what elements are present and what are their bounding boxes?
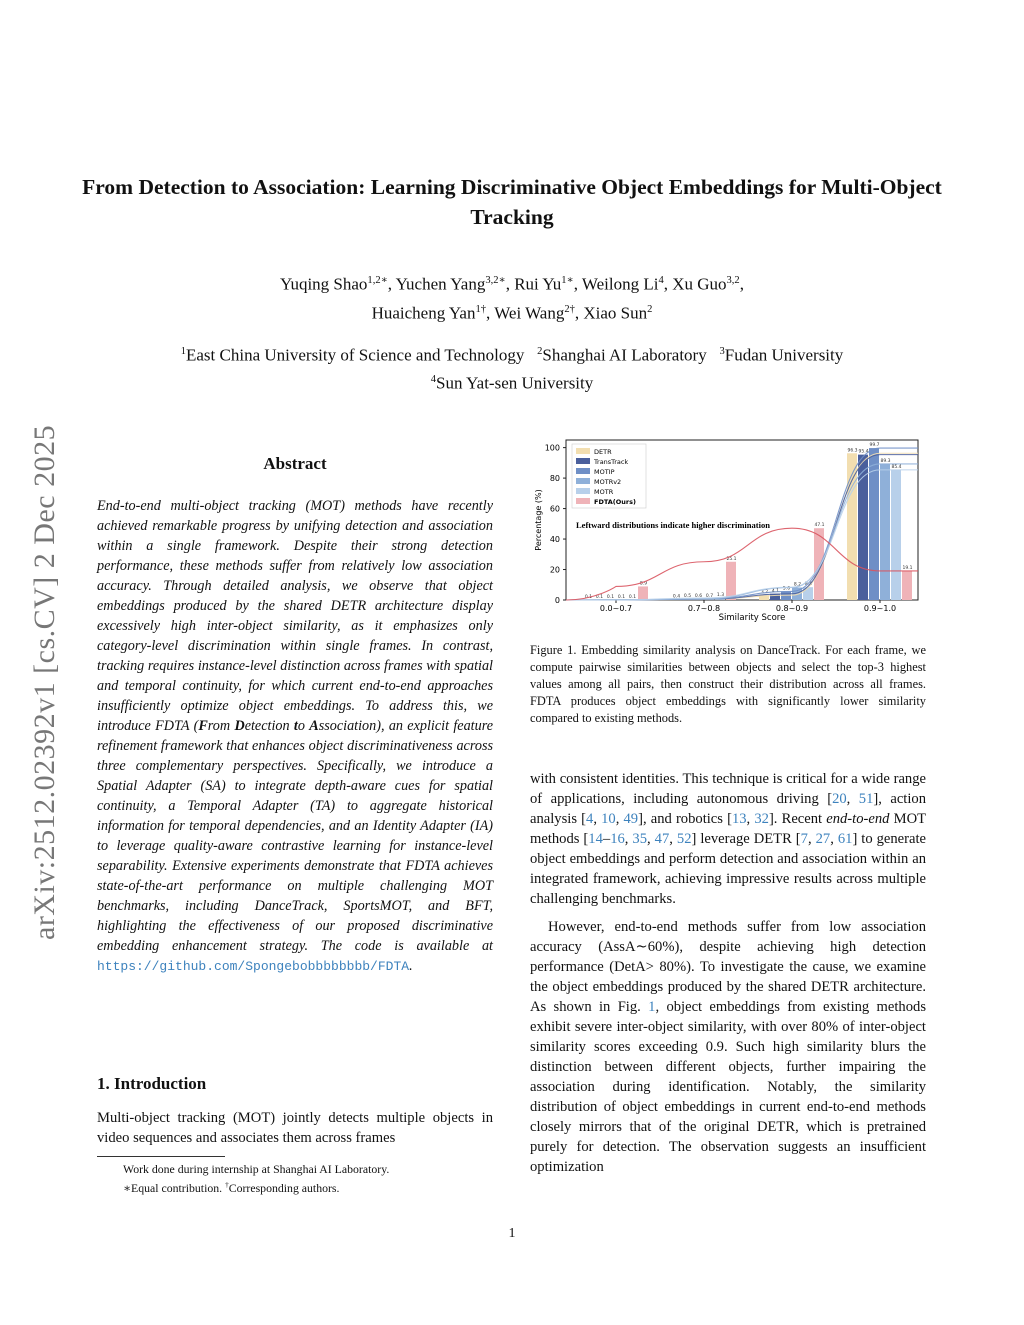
acronym-letter: F (198, 718, 208, 734)
bar-label: 8.2 (793, 582, 802, 588)
author-name: Huaicheng Yan (371, 303, 476, 323)
citation-link[interactable]: 51 (858, 791, 874, 807)
y-tick-label: 100 (544, 443, 560, 453)
citation-link[interactable]: 7 (800, 831, 808, 847)
author-affiliation-sup: 1† (475, 303, 487, 315)
y-axis-label: Percentage (%) (534, 489, 543, 551)
bar-label: 1.3 (716, 593, 725, 599)
chart-annotation: Leftward distributions indicate higher discrimination (576, 520, 770, 530)
legend-swatch (576, 448, 590, 454)
citation-link[interactable]: 20 (832, 791, 847, 807)
affiliation-line-2 (100, 368, 924, 396)
footnote-text: Corresponding authors. (228, 1180, 340, 1195)
bar-label: 3.2 (760, 590, 769, 596)
citation-link[interactable]: 27 (815, 831, 831, 847)
paper-title: From Detection to Association: Learning Discriminative Object Embeddings for Multi-Object Tracking (82, 175, 942, 229)
section-heading-introduction: 1. Introduction (97, 1074, 207, 1093)
bar-label: 0.1 (606, 594, 615, 600)
bar-label: 0.1 (628, 594, 637, 600)
bar-label: 8.9 (639, 581, 648, 587)
footnote-mark: † (225, 1180, 229, 1189)
bar-label: 47.1 (814, 523, 825, 529)
affiliation-sup: 1 (180, 346, 186, 357)
author-line-2: Huaicheng Yan$^{1\dagger}$, Wei Wang$^{2\dagger}$, Xiao Sun$^2$ (371, 303, 653, 323)
abstract-body (97, 496, 493, 977)
footnotes (97, 1161, 493, 1196)
body-text: , object embeddings from existing methods exhibit severe inter-object similarity, with over 80% of inter-object similarity scores exceeding 0.9. Such high similarity blurs the distinction between different objects, further impairing the association during identification. Notably, the similarity distribution of object embeddings in current end-to-end methods closely mirrors that of the original DETR, which is pretrained purely for detection. The observation suggests an insufficient optimization (530, 999, 927, 1175)
bar-label: 0.1 (584, 594, 593, 600)
footnote-1: Work done during internship at Shanghai AI Laboratory. (123, 1162, 390, 1176)
y-tick-label: 0 (554, 596, 560, 605)
legend-entry: FDTA(Ours) (594, 498, 636, 506)
bar-label: 4.1 (771, 588, 780, 594)
chart-bar (891, 470, 901, 600)
affiliation-line-1 (100, 340, 924, 368)
body-text: ], action analysis [ (530, 791, 926, 827)
x-tick-label: 0.0~0.7 (599, 604, 633, 613)
footnote-2 (97, 1177, 493, 1196)
x-tick-label: 0.7~0.8 (687, 604, 721, 613)
figure-ref-link[interactable]: 1 (648, 999, 656, 1015)
author-name: Weilong Li (581, 274, 659, 294)
abstract-heading: Abstract (263, 454, 327, 473)
y-tick-label: 20 (549, 565, 560, 575)
body-text: ] leverage DETR [ (691, 831, 801, 847)
bar-label: 0.7 (705, 593, 714, 599)
bar-label: 0.1 (595, 594, 604, 600)
citation-link[interactable]: 13 (731, 811, 747, 827)
author-name: Yuchen Yang (395, 274, 486, 294)
paragraph-1: with consistent identities. This technique is critical for a wide range of applications, including autonomous driving [20, 51], action analysis [4, 10, 49], and robotics [13, 32]. Recent end-to-end MOT methods [14–16, 35, 47, 52] leverage DETR [7, 27, 61] to generate object embeddings and perform detection and association within an integrated framework, achieving impressive results across multiple challenging benchmarks. (530, 771, 927, 907)
y-tick-label: 60 (549, 504, 560, 514)
author-affiliation-sup: 3,2∗ (485, 275, 506, 286)
acronym-text: etection (244, 718, 294, 734)
code-link[interactable]: https://github.com/Spongebobbbbbbbb/FDTA (97, 959, 410, 974)
bar-label: 0.1 (617, 594, 626, 600)
author-name: Yuqing Shao (280, 274, 368, 294)
page-number: 1 (508, 1226, 516, 1241)
citation-link[interactable]: 14 (588, 831, 603, 847)
footnote-rule (97, 1156, 225, 1157)
similarity-bar-chart (530, 434, 926, 626)
acronym-letter: t (293, 718, 298, 734)
affiliation-name: Fudan University (724, 345, 844, 365)
author-affiliation-sup: 3,2 (726, 275, 740, 286)
citation-link[interactable]: 10 (601, 811, 616, 827)
citation-link[interactable]: 4 (586, 811, 594, 827)
body-text: with consistent identities. This technique is critical for a wide range of applications, including autonomous driving [ (530, 771, 926, 807)
author-line-1: Yuqing Shao$^{1,2∗}$, Yuchen Yang$^{3,2∗}$, Rui $Yu^{1∗}$, Weilong Li$^4$, Xu Guo$^{3,2}$, (280, 274, 744, 294)
acronym-text: o (297, 718, 310, 734)
figure-1-caption: Figure 1. Embedding similarity analysis on DanceTrack. For each frame, we compute pairwise similarities between objects and select the top-3 highest values among all pairs, then construct their distribution across all frames. FDTA produces object embeddings with significantly lower similarity compared to existing methods. (530, 643, 926, 725)
abstract-text: End-to-end multi-object tracking (MOT) methods have recently achieved remarkable progress by unifying detection and association within a single framework. Despite their strong detection performance, these methods suffer from relatively low association accuracy. Through detailed analysis, we observe that object embeddings produced by the shared DETR architecture display excessively high inter-object similarity, as it emphasizes only category-level discrimination within single frames. In contrast, tracking requires instance-level distinction across frames with spatial and temporal continuity, for which current end-to-end approaches insufficiently optimize object embeddings. To address this, we introduce FDTA ( (97, 498, 493, 734)
citation-link[interactable]: 61 (837, 831, 853, 847)
legend-swatch (576, 488, 590, 494)
abstract-text: . (409, 958, 413, 974)
bar-label: 0.5 (683, 594, 692, 600)
author-name: Xu Guo (672, 274, 727, 294)
y-tick-label: 40 (549, 535, 560, 545)
citation-link[interactable]: 52 (676, 831, 692, 847)
abstract-text: ), an explicit feature refinement framework that enhances object discriminativeness across three complementary perspectives. Specifically, we introduce a Spatial Adapter (SA) to integrate depth-aware cues for spatial continuity, a Temporal Adapter (TA) to aggregate historical information for temporal dependencies, and an Identity Adapter (IA) to leverage quality-aware contrastive learning for instance-level separability. Extensive experiments demonstrate that FDTA achieves state-of-the-art performance on multiple challenging MOT benchmarks, including DanceTrack, SportsMOT, and BFT, highlighting the effectiveness of our proposed discriminative embedding enhancement strategy. The code is available at (97, 718, 494, 954)
bar-label: 85.4 (891, 464, 902, 470)
bar-label: 8.4 (804, 582, 813, 588)
legend-swatch (576, 478, 590, 484)
body-text: ]. Recent (768, 811, 827, 827)
bar-label: 25.1 (726, 556, 737, 562)
bar-label: 19.1 (902, 565, 913, 571)
x-tick-label: 0.8~0.9 (775, 604, 809, 613)
body-text-italic: end-to-end (826, 811, 890, 827)
x-tick-label: 0.9~1.0 (863, 604, 897, 613)
author-affiliation-sup: 4 (658, 275, 664, 286)
body-text: ], and robotics [ (638, 811, 732, 827)
affiliation-name: Sun Yat-sen University (436, 373, 594, 393)
legend-entry: MOTR (594, 488, 614, 496)
body-text: ] to generate object embeddings and perform detection and association within an integrated framework, achieving impressive results across multiple challenging benchmarks. (530, 831, 927, 907)
acronym-letter: A (309, 718, 319, 734)
chart-bar (902, 571, 912, 600)
author-affiliation-sup: 2 (647, 303, 653, 315)
author-name: Rui Yu (514, 274, 562, 294)
affiliation-sup: 2 (537, 346, 543, 357)
affiliations (100, 340, 924, 395)
figure-1-chart (530, 434, 926, 626)
author-affiliation-sup: 2† (564, 303, 575, 315)
chart-bar (638, 586, 648, 600)
bar-label: 5.6 (782, 586, 791, 592)
bar-label: 89.3 (880, 458, 891, 464)
author-affiliation-sup: 1∗ (561, 275, 574, 286)
legend-entry: MOTRv2 (594, 478, 622, 486)
arxiv-sidebar-id: arXiv:2512.02392v1 [cs.CV] 2 Dec 2025 (28, 424, 61, 940)
affiliation-sup: 4 (430, 373, 436, 385)
intro-paragraph: Multi-object tracking (MOT) jointly detects multiple objects in video sequences and associates them across frames (97, 1110, 493, 1146)
x-axis-label: Similarity Score (718, 613, 786, 623)
author-list (120, 268, 904, 325)
bar-label: 0.6 (694, 594, 703, 600)
right-column-text (530, 769, 926, 1185)
legend-swatch (576, 498, 590, 504)
bar-label: 99.7 (869, 443, 880, 449)
paragraph-2 (530, 917, 926, 1177)
legend-swatch (576, 458, 590, 464)
legend-entry: DETR (594, 448, 612, 456)
author-name: Wei Wang (494, 303, 565, 323)
body-text: However, end-to-end methods suffer from low association accuracy (AssA∼60%), despite achieving high detection performance (DetA> 80%). To investigate the cause, we examine the object embeddings produced by the shared DETR architecture. As shown in Fig. (530, 919, 926, 1015)
author-name: Xiao Sun (583, 303, 648, 323)
citation-link[interactable]: 35 (632, 831, 648, 847)
citation-link[interactable]: 32 (754, 811, 769, 827)
footnote-text: ∗Equal contribution. (123, 1180, 226, 1195)
bar-label: 0.4 (672, 594, 681, 600)
legend-entry: TransTrack (594, 458, 629, 466)
acronym-letter: D (234, 718, 245, 734)
chart-bar (880, 464, 890, 600)
bar-label: 95.4 (858, 449, 869, 455)
chart-bar (726, 562, 736, 600)
legend-entry: MOTIP (594, 468, 615, 476)
citation-link[interactable]: 49 (623, 811, 639, 827)
citation-link[interactable]: 47 (654, 831, 670, 847)
affiliation-sup: 3 (719, 346, 725, 357)
acronym-text: rom (207, 718, 235, 734)
acronym-text: ssociation (318, 718, 377, 734)
author-affiliation-sup: 1,2∗ (367, 275, 388, 286)
affiliation-name: East China University of Science and Technology (185, 345, 525, 365)
citation-link[interactable]: 16 (610, 831, 625, 847)
body-text: MOT methods [ (530, 811, 927, 847)
bar-label: 96.3 (847, 448, 858, 454)
y-tick-label: 80 (549, 474, 560, 484)
legend-swatch (576, 468, 590, 474)
affiliation-name: Shanghai AI Laboratory (542, 345, 707, 365)
